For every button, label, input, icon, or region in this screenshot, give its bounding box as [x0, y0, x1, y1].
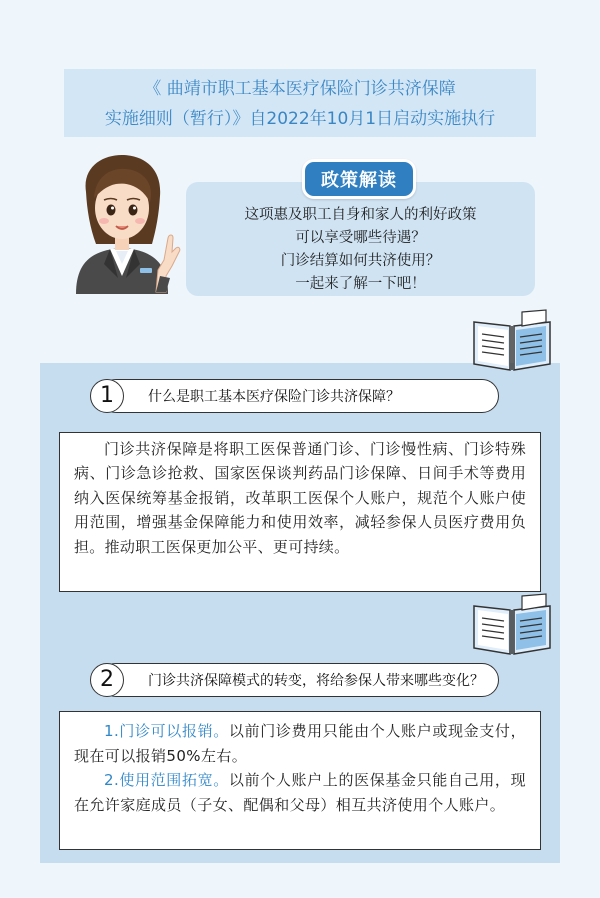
- open-book-icon: [470, 592, 554, 656]
- title-line-1: 《 曲靖市职工基本医疗保险门诊共济保障: [144, 79, 456, 99]
- point-2-heading: 2.使用范围拓宽。: [104, 771, 229, 789]
- point-1-heading: 1.门诊可以报销。: [104, 722, 229, 740]
- answer-1-box: [59, 432, 541, 592]
- title-line-2: 实施细则（暂行）》自2022年10月1日启动实施执行: [104, 109, 496, 129]
- question-number-2: 2: [90, 663, 124, 697]
- question-1-text: 什么是职工基本医疗保险门诊共济保障？: [148, 389, 400, 405]
- intro-line: 门诊结算如何共济使用？: [280, 253, 441, 269]
- customer-service-avatar: [60, 152, 184, 294]
- title-banner: [64, 69, 536, 137]
- intro-bubble: [186, 182, 535, 296]
- answer-2-point-2: [74, 768, 526, 817]
- answer-1-text: 门诊共济保障是将职工医保普通门诊、门诊慢性病、门诊特殊病、门诊急诊抢救、国家医保谈判药品门诊保障、日间手术等费用纳入医保统筹基金报销，改革职工医保个人账户，规范个人账户使用范围，增强基金保障能力和使用效率，减轻参保人员医疗费用负担。推动职工医保更加公平、更可持续。: [74, 440, 526, 556]
- policy-interpretation-tag: 政策解读: [302, 159, 416, 199]
- question-number-1: 1: [90, 379, 124, 413]
- point-1-text: 以前门诊费用只能由个人账户或现金支付，现在可以报销50%左右。: [74, 722, 526, 765]
- question-2-text: 门诊共济保障模式的转变，将给参保人带来哪些变化？: [148, 673, 484, 689]
- point-2-text: 以前个人账户上的医保基金只能自己用，现在允许家庭成员（子女、配偶和父母）相互共济使用个人账户。: [74, 771, 526, 814]
- intro-line: 可以享受哪些待遇？: [295, 230, 426, 246]
- answer-2-point-1: [74, 719, 526, 768]
- answer-2-box: [59, 711, 541, 850]
- intro-line: 一起来了解一下吧！: [295, 276, 426, 292]
- open-book-icon: [470, 308, 554, 372]
- question-2: [99, 663, 499, 697]
- question-1: [99, 379, 499, 413]
- intro-line: 这项惠及职工自身和家人的利好政策: [244, 207, 477, 223]
